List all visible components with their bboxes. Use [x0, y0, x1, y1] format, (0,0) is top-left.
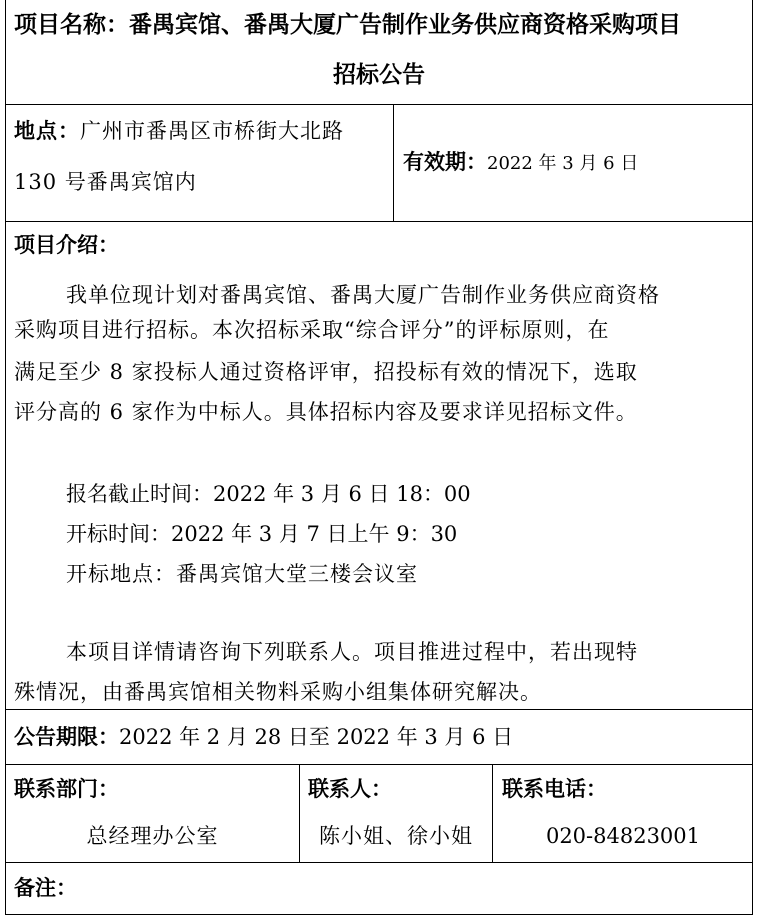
intro-para1-line: 我单位现计划对番禺宾馆、番禺大厦广告制作业务供应商资格: [66, 283, 660, 307]
validity-line: [403, 147, 638, 179]
contact-phone-value: 020-84823001: [545, 824, 701, 848]
notice-period-line: [14, 722, 513, 752]
intro-para1-line: 采购项目进行招标。本次招标采取“综合评分”的评标原则，在: [14, 318, 610, 342]
contact-person-value: 陈小姐、徐小姐: [319, 824, 473, 848]
row-divider: [6, 862, 752, 863]
opening-time: 开标时间：2022 年 3 月 7 日上午 9：30: [66, 522, 458, 546]
project-name-line: [14, 10, 681, 40]
contact-person-label: 联系人：: [308, 777, 392, 801]
contact-phone-label: 联系电话：: [502, 777, 607, 801]
opening-place: 开标地点：番禺宾馆大堂三楼会议室: [66, 562, 418, 586]
location-line1: [14, 116, 344, 146]
project-name-line2: 招标公告: [333, 62, 425, 88]
remarks-label: 备注：: [14, 876, 77, 900]
project-name-value: 番禺宾馆、番禺大厦广告制作业务供应商资格采购项目: [129, 12, 681, 38]
contact-dept-label: 联系部门：: [14, 777, 119, 801]
row-divider: [6, 709, 752, 710]
row-divider: [6, 221, 752, 222]
location-label: 地点：: [14, 119, 80, 143]
notice-period-label: 公告期限：: [14, 725, 119, 749]
intro-para1-line: 满足至少 8 家投标人通过资格评审，招投标有效的情况下，选取: [14, 360, 638, 384]
validity-label: 有效期：: [403, 150, 487, 174]
intro-para2-line: 殊情况，由番禺宾馆相关物料采购小组集体研究解决。: [14, 680, 542, 704]
notice-period-value: 2022 年 2 月 28 日至 2022 年 3 月 6 日: [119, 725, 514, 749]
contact-dept-value: 总经理办公室: [86, 824, 219, 848]
column-divider: [393, 104, 394, 221]
row-divider: [6, 764, 752, 765]
intro-para1-line: 评分高的 6 家作为中标人。具体招标内容及要求详见招标文件。: [14, 400, 638, 424]
location-value-line1: 广州市番禺区市桥街大北路: [80, 119, 344, 143]
registration-deadline: 报名截止时间：2022 年 3 月 6 日 18：00: [66, 482, 471, 506]
intro-para2-line: 本项目详情请咨询下列联系人。项目推进过程中，若出现特: [66, 640, 638, 664]
project-name-label: 项目名称：: [14, 12, 129, 38]
location-value-line2: 130 号番禺宾馆内: [14, 170, 197, 194]
intro-label: 项目介绍：: [14, 233, 119, 257]
announcement-table: [5, 0, 753, 915]
validity-value: 2022 年 3 月 6 日: [487, 153, 639, 174]
row-divider: [6, 104, 752, 105]
